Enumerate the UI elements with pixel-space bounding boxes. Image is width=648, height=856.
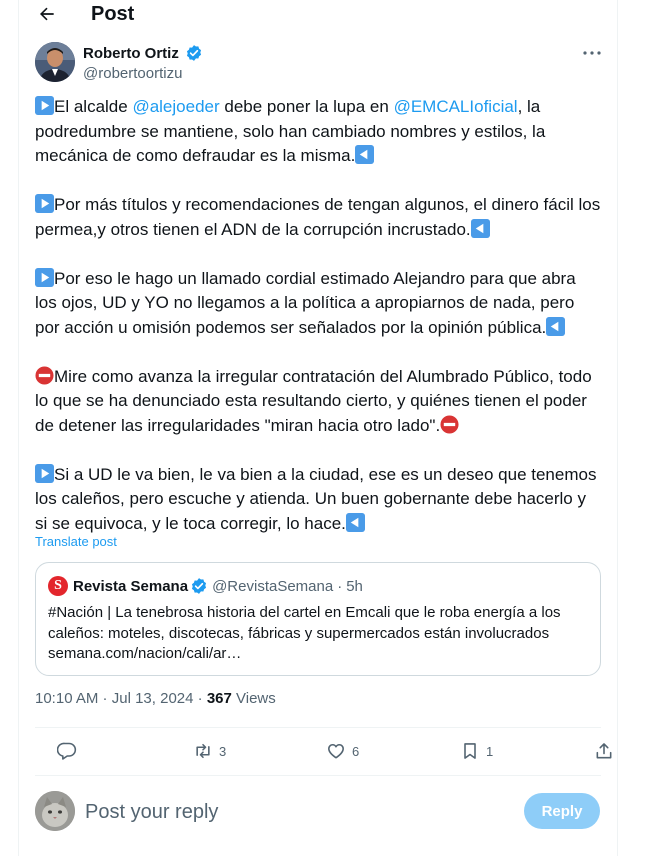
post-paragraph-3 — [35, 267, 601, 341]
verified-badge-icon — [190, 577, 208, 595]
post-date[interactable]: Jul 13, 2024 — [111, 690, 194, 707]
post-text-segment: Si a UD le va bien, le va bien a la ciudad, ese es un deseo que tenemos los caleños, pero escuche y atienda. Un buen gobernante debe hacerlo y si se equivoca, y le toca corregir, lo hace. — [35, 464, 597, 533]
views-label: Views — [231, 690, 276, 707]
post-time[interactable]: 10:10 AM — [35, 690, 99, 707]
quoted-post-text — [48, 603, 588, 665]
heart-icon — [326, 741, 346, 761]
post-text-segment: , la podredumbre se mantiene, solo han cambiado nombres y estilos, la mecánica de como defraudar es la misma. — [35, 97, 546, 165]
repost-count: 3 — [219, 743, 227, 759]
like-action[interactable] — [326, 735, 359, 767]
author-avatar[interactable] — [35, 42, 75, 82]
quoted-separator: · — [337, 577, 343, 595]
like-count: 6 — [352, 743, 360, 759]
author-info — [83, 44, 203, 82]
bookmark-icon — [460, 741, 480, 761]
post-metadata — [35, 690, 276, 707]
divider — [35, 727, 601, 728]
repost-icon — [193, 741, 213, 761]
divider — [35, 775, 601, 776]
reply-icon — [57, 741, 77, 761]
post-paragraph-5 — [35, 463, 601, 537]
no-entry-emoji-icon — [35, 366, 54, 385]
reply-action[interactable] — [57, 735, 77, 767]
post-text-segment: debe poner la lupa en — [219, 97, 394, 116]
post-text-segment: Por eso le hago un llamado cordial estimado Alejandro para que abra los ojos, UD y YO no llegamos a la política a apropiarnos de nada, pero por acción u omisión podemos ser señalados por la opinión pública. — [35, 268, 576, 337]
bookmark-count: 1 — [486, 743, 494, 759]
semana-logo-avatar[interactable]: S — [48, 576, 68, 596]
share-icon — [594, 741, 614, 761]
post-paragraph-1 — [35, 95, 601, 169]
post-paragraph-4 — [35, 365, 601, 439]
reverse-button-emoji-icon — [346, 513, 365, 532]
play-button-emoji-icon — [35, 464, 54, 483]
quoted-timestamp: 5h — [346, 577, 363, 595]
verified-badge-icon — [185, 44, 203, 62]
post-column — [18, 0, 618, 856]
no-entry-emoji-icon — [440, 415, 459, 434]
post-text-segment: El alcalde — [54, 97, 133, 116]
share-action[interactable] — [594, 735, 614, 767]
quoted-post-link: semana.com/nacion/cali/ar… — [48, 645, 242, 662]
meta-separator: · — [98, 690, 112, 707]
post-text — [35, 95, 601, 536]
mention-emcalioficial[interactable]: @EMCALIoficial — [393, 97, 518, 116]
author-name[interactable]: Roberto Ortiz — [83, 44, 179, 62]
quoted-post[interactable] — [35, 562, 601, 676]
play-button-emoji-icon — [35, 96, 54, 115]
page-header — [19, 0, 619, 30]
play-button-emoji-icon — [35, 268, 54, 287]
post-text-segment: Mire como avanza la irregular contratación del Alumbrado Público, todo lo que se ha denunciado esta resultando cierto, y quiénes tienen el poder de detener las irregularidades "miran hacia otro lado". — [35, 366, 592, 435]
quoted-post-body: #Nación | La tenebrosa historia del cartel en Emcali que le roba energía a los caleños: moteles, discotecas, fábricas y supermercados están involucrados — [48, 604, 561, 642]
user-avatar[interactable] — [35, 791, 75, 831]
translate-post-link[interactable]: Translate post — [35, 534, 117, 549]
play-button-emoji-icon — [35, 194, 54, 213]
meta-separator: · — [193, 690, 207, 707]
reply-input[interactable] — [85, 798, 505, 826]
post-text-segment: Por más títulos y recomendaciones de tengan algunos, el dinero fácil los permea,y otros tienen el ADN de la corrupción incrustado. — [35, 195, 601, 239]
quoted-post-header — [48, 575, 588, 597]
reverse-button-emoji-icon — [546, 317, 565, 336]
quoted-author-handle: @RevistaSemana — [212, 577, 334, 595]
bookmark-action[interactable] — [460, 735, 493, 767]
views-count: 367 — [206, 690, 232, 707]
author-handle[interactable]: @robertoortizu — [83, 65, 183, 83]
back-arrow-icon[interactable] — [37, 4, 57, 24]
reply-button[interactable]: Reply — [524, 793, 600, 829]
mention-alejoeder[interactable]: @alejoeder — [132, 97, 220, 116]
quoted-author-name[interactable]: Revista Semana — [73, 577, 189, 595]
reverse-button-emoji-icon — [355, 145, 374, 164]
reverse-button-emoji-icon — [471, 219, 490, 238]
more-options-icon[interactable] — [581, 44, 603, 62]
post-actions-bar — [35, 735, 601, 767]
page-title: Post — [91, 3, 135, 25]
post-paragraph-2 — [35, 193, 601, 242]
repost-action[interactable] — [193, 735, 226, 767]
